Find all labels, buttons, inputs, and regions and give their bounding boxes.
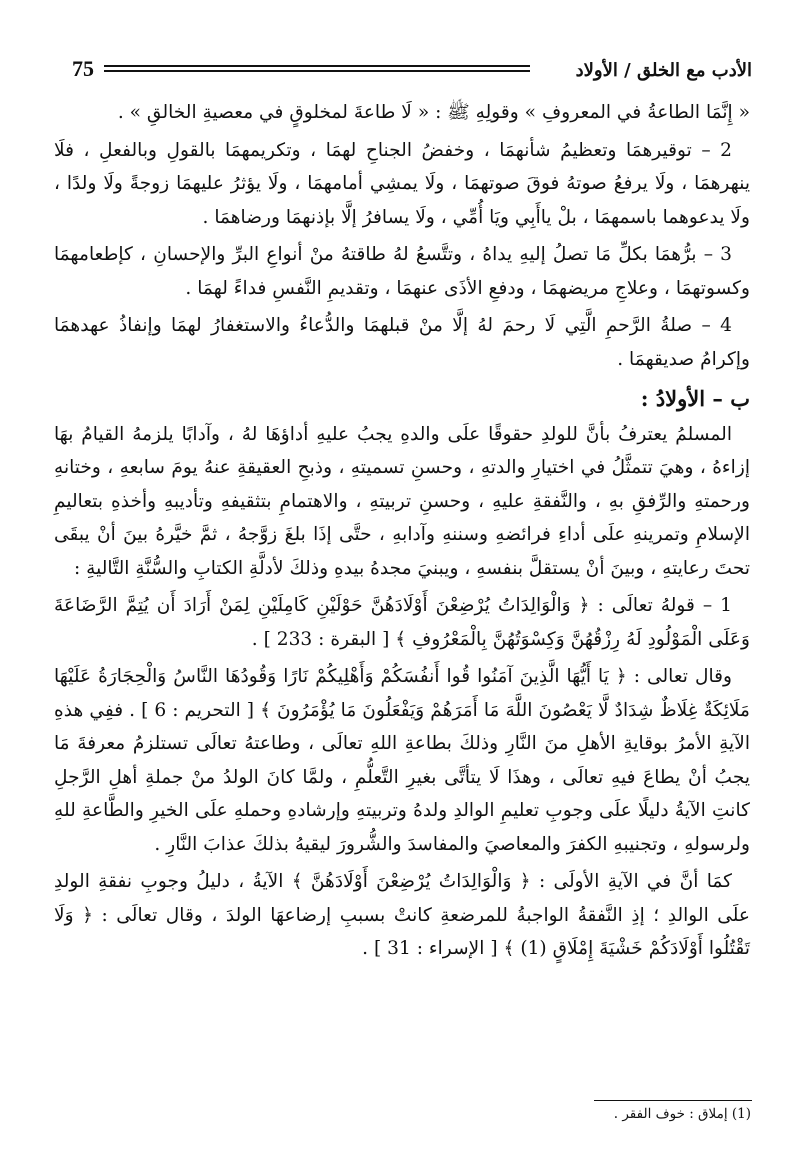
verse-commentary: الآيةُ ، دليلُ وجوبِ نفقةِ الولدِ علَى الوالدِ ؛ إذِ النَّفقةُ الواجبةُ للمرضعةِ كانتْ بسببِ إرضاعهَا الولدَ ، وقال تعالَى :: [54, 871, 750, 926]
main-text: [54, 96, 750, 970]
verse-reference: [ التحريم : 6 ] .: [129, 699, 255, 721]
paragraph-3: 3 – برُّهمَا بكلِّ مَا تصلُ إليهِ يداهُ ، وتتَّسعُ لهُ طاقتهُ منْ أنواعِ البرِّ والإحسانِ ، كإطعامهمَا وكسوتهمَا ، وعلاجِ مريضهمَا ، ودفعِ الأذَى عنهمَا ، وتقديمِ النَّفسِ فداءً لهمَا .: [54, 244, 750, 299]
verse-paragraph-3: [54, 865, 750, 966]
children-rights-paragraph: المسلمُ يعترفُ بأنَّ للولدِ حقوقًا علَى والدهِ يجبُ عليهِ أداؤهَا لهُ ، وآدابًا يلزمهُ القيامُ بهَا إزاءهُ ، وهيَ تتمثَّلُ في اختيارِ والدتهِ ، وحسنِ تسميتهِ ، وذبحِ العقيقةِ عنهُ يومَ سابعهِ ، وختانهِ ورحمتهِ والرِّفقِ بهِ ، والنَّفقةِ عليهِ ، وحسنِ تربيتهِ ، والاهتمامِ بتثقيفهِ وتأديبهِ وأخذهِ بتعاليمِ الإسلامِ وتمرينهِ علَى أداءِ فرائضهِ وسننهِ وآدابهِ ، حتَّى إذَا بلغَ زوَّجهُ ، ثمَّ خيَّرهُ بينَ أنْ يبقَى تحتَ رعايتهِ ، وبينَ أنْ يستقلَّ بنفسهِ ، ويبنيَ مجدهُ بيدهِ وذلكَ لأدلَّةِ الكتابِ والسُّنَّةِ التَّاليةِ :: [54, 423, 750, 579]
header-rule: [104, 65, 530, 72]
hadith-paragraph: « إِنَّمَا الطاعةُ في المعروفِ » وقولِهِ ﷺ : « لَا طاعةَ لمخلوقٍ في معصيةِ الخالقِ » .: [117, 102, 750, 123]
footnote: (1) إملاق : خوف الفقر .: [613, 1106, 751, 1122]
page-number: 75: [72, 56, 94, 81]
verse-paragraph-1: [54, 589, 750, 656]
verse-intro: وقال تعالى :: [633, 666, 732, 687]
quran-verse: ﴿ وَلَا تَقْتُلُوا أَوْلَادَكُمْ خَشْيَةَ إِمْلَاقٍ (1) ﴾: [54, 904, 750, 959]
quran-verse: ﴿ يَا أَيُّهَا الَّذِينَ آمَنُوا قُوا أَنفُسَكُمْ وَأَهْلِيكُمْ نَارًا وَقُودُهَا النَّاسُ وَالْحِجَارَةُ عَلَيْهَا مَلَائِكَةٌ غِلَاظٌ شِدَادٌ لَّا يَعْصُونَ اللَّهَ مَا أَمَرَهُمْ وَيَفْعَلُونَ مَا يُؤْمَرُونَ ﴾: [54, 666, 750, 721]
paragraph-4: 4 – صلةُ الرَّحمِ الَّتِي لَا رحمَ لهُ إلَّا منْ قبلهمَا والدُّعاءُ والاستغفارُ لهمَا وإنفاذُ عهدهمَا وإكرامُ صديقهمَا .: [54, 315, 750, 370]
verse-intro: 1 – قولهُ تعالَى :: [597, 595, 732, 616]
paragraph-2: 2 – توقيرهمَا وتعظيمُ شأنهمَا ، وخفضُ الجناحِ لهمَا ، وتكريمهمَا بالقولِ وبالفعلِ ، فلَا ينهرهمَا ، ولَا يرفعُ صوتهُ فوقَ صوتهمَا ، ولَا يمشِي أمامهمَا ، ولَا يؤثرُ عليهمَا زوجةً ولَا ولدًا ، ولَا يدعوهما باسمهمَا ، بلْ ياأَبِي ويَا أُمِّي ، ولَا يسافرُ إلَّا بإذنهمَا ورضاهمَا .: [54, 139, 750, 228]
running-header: [72, 56, 752, 90]
verse-reference: [ الإسراء : 31 ] .: [362, 938, 498, 959]
verse-reference: [ البقرة : 233 ] .: [251, 628, 390, 650]
quran-verse: ﴿ وَالْوَالِدَاتُ يُرْضِعْنَ أَوْلَادَهُنَّ حَوْلَيْنِ كَامِلَيْنِ لِمَنْ أَرَادَ أَن يُتِمَّ الرَّضَاعَةَ وَعَلَى الْمَوْلُودِ لَهُ رِزْقُهُنَّ وَكِسْوَتُهُنَّ بِالْمَعْرُوفِ ﴾: [54, 595, 750, 650]
footnote-rule: [594, 1100, 752, 1101]
verse-paragraph-2: [54, 660, 750, 861]
section-heading-children: ب – الأولادُ :: [640, 386, 750, 411]
verse-intro: كمَا أنَّ في الآيةِ الأولَى :: [538, 871, 732, 892]
quran-verse: ﴿ وَالْوَالِدَاتُ يُرْضِعْنَ أَوْلَادَهُنَّ ﴾: [291, 871, 531, 892]
verse-commentary: ففِي هذهِ الآيةِ الأمرُ بوقايةِ الأهلِ منَ النَّارِ وذلكَ بطاعةِ اللهِ تعالَى ، وطاعتهُ تعالَى تستلزمُ معرفةَ مَا يجبُ أنْ يطاعَ فيهِ تعالَى ، وهذَا لَا يتأتَّى بغيرِ التَّعلُّمِ ، ولمَّا كانَ الولدُ منْ جملةِ أهلِ الرَّجلِ كانتِ الآيةُ دليلًا علَى وجوبِ تعليمِ الوالدِ ولدهُ وتربيتهِ وإرشادهِ وحملهِ علَى الخيرِ والطَّاعةِ للهِ ولرسولهِ ، وتجنيبهِ الكفرَ والمعاصيَ والمفاسدَ والشُّرورَ ليقيهُ بذلكَ عذابَ النَّارِ .: [54, 699, 750, 855]
running-title: الأدب مع الخلق / الأولاد: [575, 60, 752, 81]
